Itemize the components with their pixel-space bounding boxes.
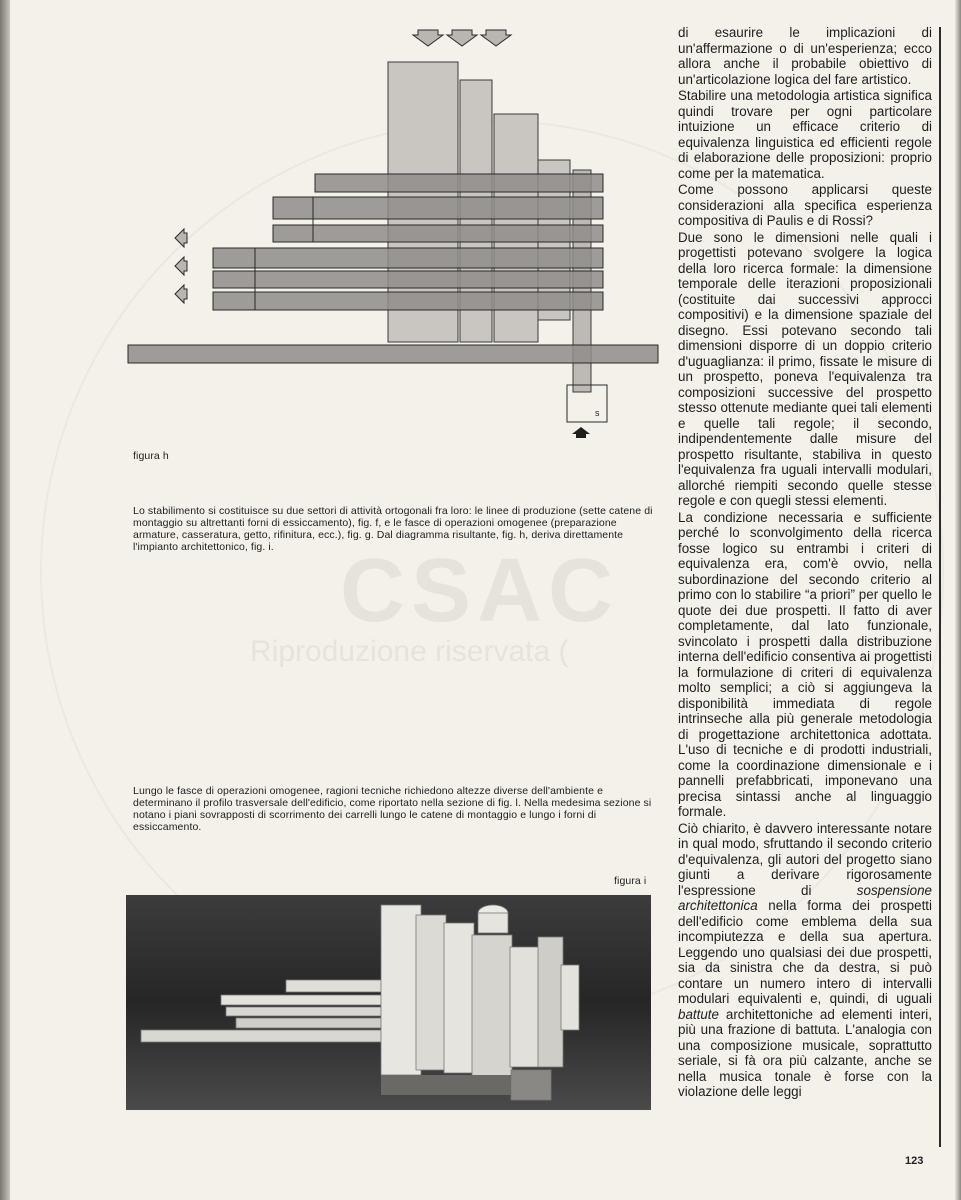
paragraph-3: Come possono applicarsi queste considerazioni alla specifica esperienza compositiva di Paulis e di Rossi? bbox=[678, 182, 932, 228]
figure-h-diagram bbox=[0, 0, 670, 470]
caption-stabilimento: Lo stabilimento si costituisce su due settori di attività ortogonali fra loro: le linee di produzione (sette catene di montaggio su altrettanti forni di essiccamento), fig. f, e le fasce di operazioni omogenee (preparazione armature, casseratura, getto, rifinitura, ecc.), fig. g. Dal diagramma risultante, fig. h, deriva direttamente l'impianto architettonico, fig. i. bbox=[133, 505, 653, 553]
paragraph-6 bbox=[678, 821, 932, 1100]
production-line bbox=[273, 197, 603, 219]
paragraph-4: Due sono le dimensioni nelle quali i progettisti potevano svolgere la logica della loro ricerca formale: la dimensione temporale delle iterazioni proposizionali (costituite dai successivi approcci compositivi) e la dimensione spaziale del disegno. Essi potevano secondo tali dimensioni disporre di un doppio criterio d'uguaglianza: il primo, fissate le misure di un prospetto, poneva l'equivalenza tra composizioni successive del prospetto stesso ottenute mediante quei tali elementi e quelle tali regole; il secondo, indipendentemente dalle misure del prospetto risultante, stabiliva in questo l'equivalenza fra uguali intervalli modulari, allorché riempiti secondo quelle stesse regole e con quegli stessi elementi. bbox=[678, 229, 932, 508]
paragraph-2: Stabilire una metodologia artistica significa quindi trovare per ogni particolare intuizione un efficace criterio di equivalenza linguistica ed efficienti regole di elaborazione delle proposizioni: proprio come per la matematica. bbox=[678, 88, 932, 181]
emphasis-sospensione: sospensione architettonica bbox=[678, 882, 932, 913]
production-line bbox=[213, 292, 603, 310]
paragraph-6-part-a: Ciò chiarito, è davvero interessante notare in qual modo, sfruttando il secondo criterio d'equivalenza, gli autori del progetto siano giunti a derivare rigorosamente l'espressione di bbox=[678, 820, 932, 898]
down-arrow-icon bbox=[481, 30, 511, 46]
page-edge-shadow bbox=[955, 0, 961, 1200]
production-line bbox=[128, 345, 658, 363]
caption-fasce: Lungo le fasce di operazioni omogenee, ragioni tecniche richiedono altezze diverse dell'ambiente e determinano il profilo trasversale dell'edificio, come riportato nella sezione di fig. l. Nella medesima sezione si notano i piani sovrapposti di scorrimento dei carrelli lungo le catene di montaggio e lungo i forni di essiccamento. bbox=[133, 785, 652, 833]
production-line bbox=[213, 248, 603, 268]
column-rule bbox=[939, 27, 941, 1147]
left-arrow-icon bbox=[175, 285, 187, 303]
paragraph-5: La condizione necessaria e sufficiente perché lo sconvolgimento della ricerca fosse logico su entrambi i criteri di equivalenza era, com'è ovvio, nella subordinazione del secondo criterio al primo con lo stabilire “a priori” per quello le quote dei due prospetti. Il fatto di aver completamente, dal lato funzionale, svincolato i prospetti dalla distribuzione interna dell'edificio consentiva ai progettisti la formulazione di criteri di equivalenza molto semplici; a ciò si aggiungeva la disponibilità immediata di regole intrinseche alla più generale metodologia di progettazione architettonica adottata. L'uso di tecniche e di prodotti industriali, come la coordinazione dimensionale e i pannelli prefabbricati, imponevano una precisa sintassi anche al linguaggio formale. bbox=[678, 509, 932, 819]
production-line bbox=[273, 225, 603, 242]
production-line bbox=[213, 271, 603, 288]
figure-i-photo bbox=[126, 895, 651, 1110]
paragraph-1: di esaurire le implicazioni di un'affermazione o di un'esperienza; ecco allora anche il probabile obiettivo di un'articolazione logica del fare artistico. bbox=[678, 25, 932, 87]
left-arrow-icon bbox=[175, 229, 187, 247]
figure-h-label: figura h bbox=[133, 450, 169, 462]
page-number: 123 bbox=[905, 1155, 924, 1167]
body-text-column bbox=[678, 25, 932, 1101]
paragraph-6-part-b: nella forma dei prospetti dell'edificio come emblema della sua incompiutezza e della sua apertura. Leggendo uno qualsiasi dei due prospetti, sia da sinistra che da destra, si può contare un numero intero di intervalli modulari equivalenti e, quindi, di uguali bbox=[678, 898, 932, 1006]
production-line bbox=[315, 174, 603, 192]
left-arrow-icon bbox=[175, 257, 187, 275]
paragraph-6-part-c: architettoniche ad elementi interi, più una frazione di battuta. L'analogia con una composizione musicale, soprattutto seriale, si fà ora più calzante, anche se nella musica tonale è forse con la violazione delle leggi bbox=[678, 1006, 932, 1099]
section-label: s bbox=[595, 408, 600, 418]
watermark-text: Riproduzione riservata ( bbox=[250, 635, 569, 668]
up-arrow-icon bbox=[572, 427, 590, 438]
watermark-logo: CSAC bbox=[340, 541, 620, 641]
down-arrow-icon bbox=[447, 30, 477, 46]
emphasis-battute: battute bbox=[678, 1006, 719, 1022]
figure-i-label: figura i bbox=[614, 875, 647, 887]
down-arrow-icon bbox=[413, 30, 443, 46]
